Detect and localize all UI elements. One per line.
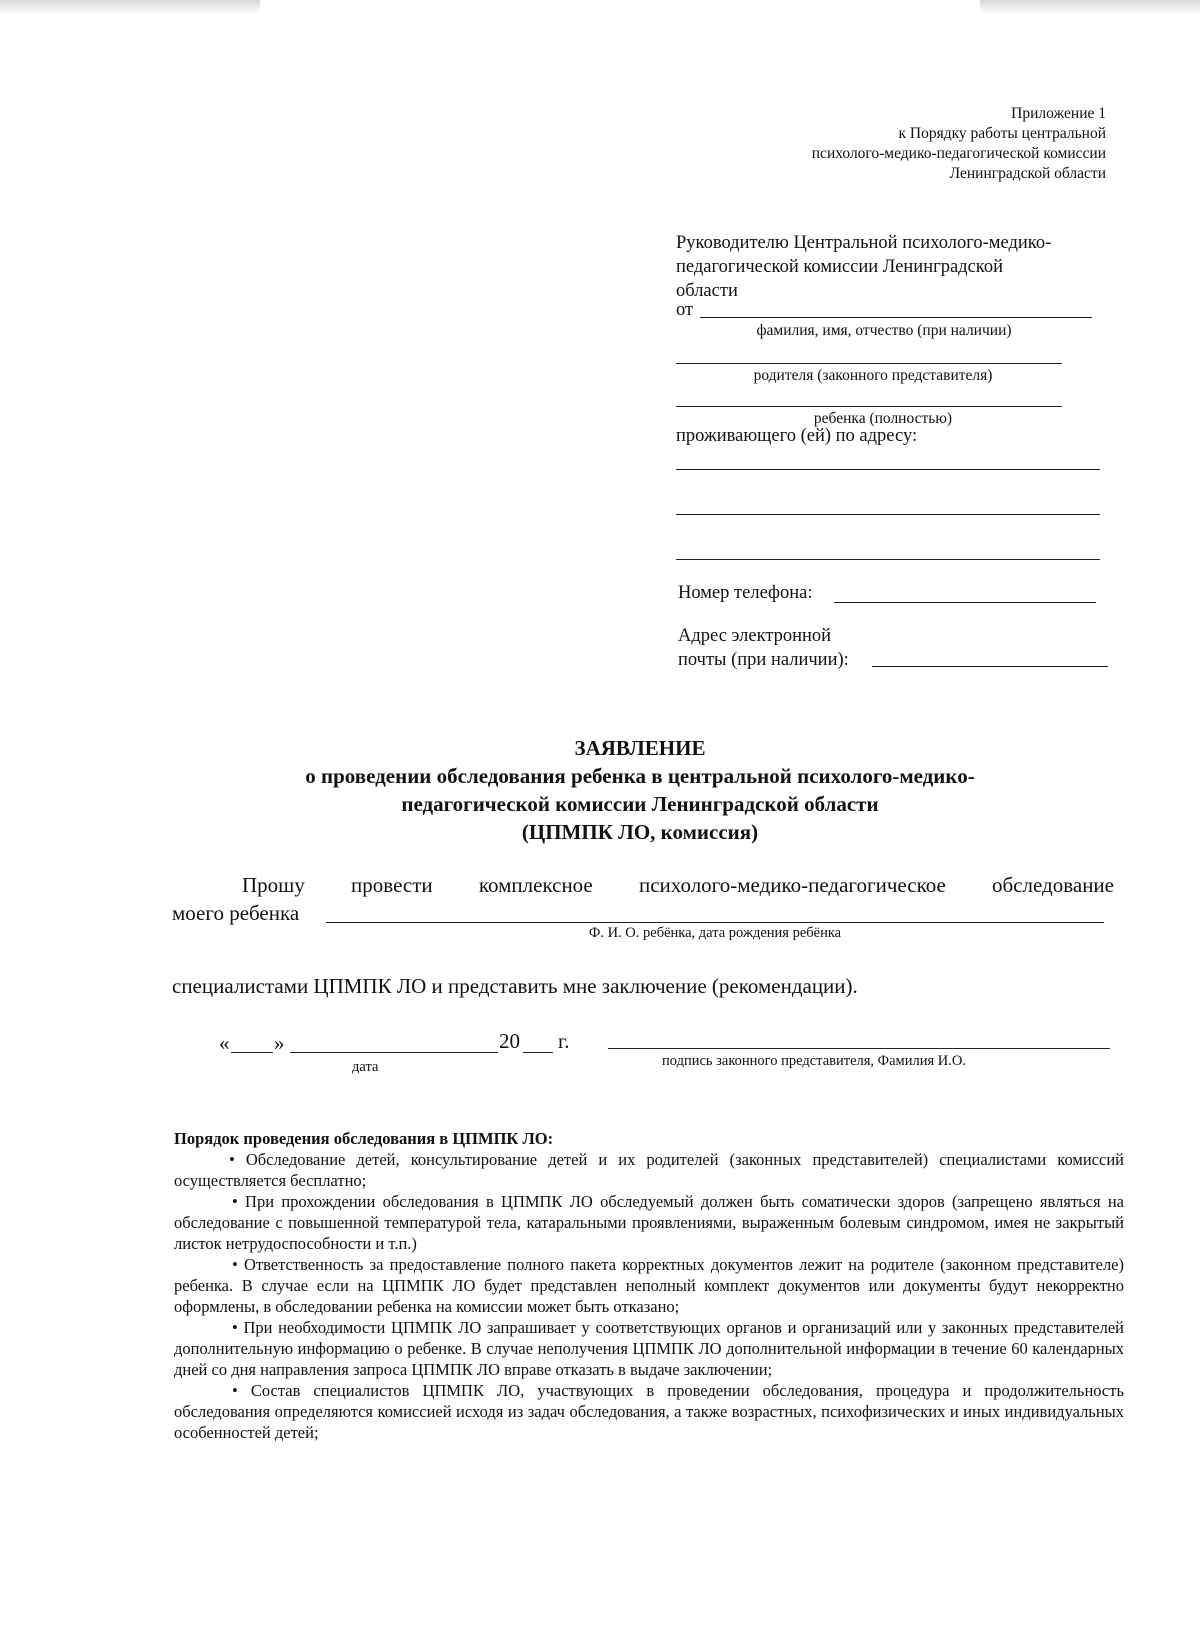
title-line: педагогической комиссии Ленинградской области [401,792,879,816]
email-label: Адрес электронной [678,626,832,646]
request-child-label: моего ребенка [172,901,300,925]
email-label: почты (при наличии): [678,650,849,670]
appendix-line: Ленинградской области [949,165,1106,182]
signature-caption: подпись законного представителя, Фамилия И.О. [662,1053,966,1069]
document-title [160,734,1120,846]
address-line-2[interactable] [676,494,1100,515]
addressee-line: педагогической комиссии Ленинградской [676,257,1003,277]
child-name-field[interactable] [326,902,1104,923]
request-line: Прошу провести комплексное психолого-медико-педагогическое обследование [242,873,1114,897]
appendix-line: Приложение 1 [1011,105,1106,122]
year-prefix: 20 [499,1029,520,1053]
from-fio-field[interactable] [700,297,1092,318]
request-line: специалистами ЦПМПК ЛО и представить мне заключение (рекомендации). [172,974,858,998]
email-field[interactable] [872,646,1108,667]
date-day-field[interactable] [231,1032,273,1053]
rule-item: • При необходимости ЦПМПК ЛО запрашивает у соответствующих органов и организаций или у законных представителей дополнительную информацию о ребенке. В случае неполучения ЦПМПК ЛО дополнительной информации в течение 60 календарных дней со дня направления запроса ЦПМПК ЛО вправе отказать в выдаче заключении; [174,1318,1124,1379]
child-field[interactable] [676,386,1062,407]
fio-caption: фамилия, имя, отчество (при наличии) [756,322,1012,339]
title-line: о проведении обследования ребенка в центральной психолого-медико- [305,764,975,788]
rule-item: • При прохождении обследования в ЦПМПК ЛО обследуемый должен быть соматически здоров (запрещено являться на обследование с повышенной температурой тела, катаральными проявлениями, выраженным болевым синдромом, имея не закрытый листок нетрудоспособности и т.п.) [174,1192,1124,1253]
rule-item: • Состав специалистов ЦПМПК ЛО, участвующих в проведении обследования, процедура и продолжительность обследования определяются комиссией исходя из задач обследования, а также возрастных, психофизических и иных индивидуальных особенностей детей; [174,1381,1124,1442]
address-line-3[interactable] [676,539,1100,560]
child-name-caption: Ф. И. О. ребёнка, дата рождения ребёнка [588,925,842,941]
appendix-header [812,104,1106,184]
addressee-line: Руководителю Центральной психолого-медико- [676,233,1052,253]
scan-edge-shadow [0,0,260,14]
rule-item: • Обследование детей, консультирование детей и их родителей (законных представителей) специалистами комиссий осуществляется бесплатно; [174,1150,1124,1190]
address-line-1[interactable] [676,449,1100,470]
phone-label: Номер телефона: [678,583,813,603]
date-month-field[interactable] [290,1032,498,1053]
procedure-rules [174,1128,1124,1443]
appendix-line: психолого-медико-педагогической комиссии [811,145,1106,162]
title-line: (ЦПМПК ЛО, комиссия) [521,820,759,844]
child-caption: ребенка (полностью) [813,410,953,427]
parent-caption: родителя (законного представителя) [753,367,993,384]
signature-field[interactable] [608,1028,1110,1049]
phone-field[interactable] [834,582,1096,603]
date-caption: дата [352,1059,379,1075]
year-suffix: г. [558,1029,570,1053]
title-line: ЗАЯВЛЕНИЕ [574,736,706,760]
from-label: от [676,300,694,320]
rules-heading: Порядок проведения обследования в ЦПМПК ЛО: [174,1129,554,1148]
addressee-line: области [676,281,738,301]
parent-field[interactable] [676,343,1062,364]
appendix-line: к Порядку работы центральной [898,125,1106,142]
rule-item: • Ответственность за предоставление полного пакета корректных документов лежит на родителе (законном представителе) ребенка. В случае если на ЦПМПК ЛО будет представлен неполный комплект документов или документы будут некорректно оформлены, в обследовании ребенка на комиссии может быть отказано; [174,1255,1124,1316]
date-open-quote: « [219,1031,230,1055]
date-close-quote: » [274,1031,285,1055]
date-year-field[interactable] [523,1032,553,1053]
address-label: проживающего (ей) по адресу: [676,426,918,446]
scan-edge-shadow [980,0,1200,14]
